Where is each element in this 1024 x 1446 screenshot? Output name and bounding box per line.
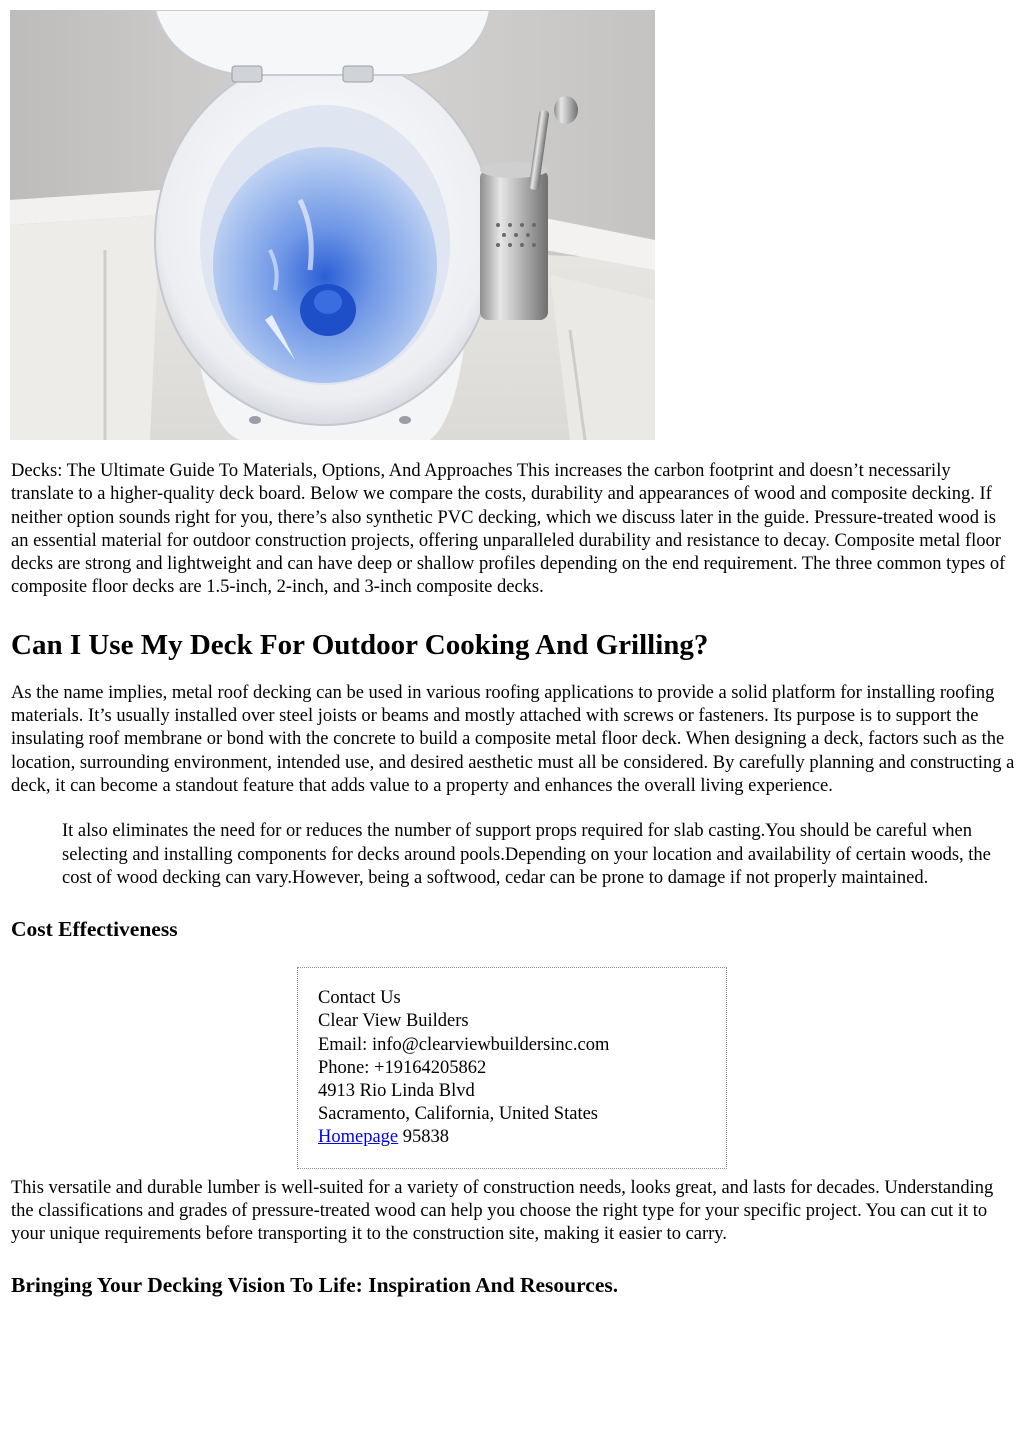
contact-email: Email: info@clearviewbuildersinc.com xyxy=(318,1034,610,1055)
roof-decking-paragraph: As the name implies, metal roof decking can be used in various roofing applications to provide a solid platform for installing roofing materials. It’s usually installed over steel joists or beams and mostly attached with screws or fasteners. Its purpose is to support the insulating roof membrane or bond with the concrete to build a composite metal floor deck. When designing a deck, factors such as the location, surrounding environment, intended use, and desired aesthetic must all be considered. By carefully planning and constructing a deck, it can become a standout feature that adds value to a property and enhances the overall living experience. xyxy=(11,682,1015,796)
heading-cost-effectiveness: Cost Effectiveness xyxy=(11,917,178,942)
lumber-paragraph: This versatile and durable lumber is well-suited for a variety of construction needs, looks great, and lasts for decades. Understanding the classifications and grades of pressure-treated wood can help you choose the right type for your specific project. You can cut it to your unique requirements before transporting it to the construction site, making it easier to carry. xyxy=(11,1177,994,1245)
article-content xyxy=(11,460,1015,1298)
contact-phone: Phone: +19164205862 xyxy=(318,1057,487,1078)
contact-city: Sacramento, California, United States xyxy=(318,1104,598,1125)
contact-box xyxy=(297,967,727,1168)
contact-street: 4913 Rio Linda Blvd xyxy=(318,1080,475,1101)
hero-image xyxy=(10,10,655,440)
blockquote: It also eliminates the need for or reduces the number of support props required for slab casting.You should be careful when selecting and installing components for decks around pools.Depending on your location and availability of certain woods, the cost of wood decking can vary.However, being a softwood, cedar can be prone to damage if not properly maintained. xyxy=(62,821,991,888)
contact-zip: 95838 xyxy=(398,1127,450,1148)
heading-decking-vision: Bringing Your Decking Vision To Life: Inspiration And Resources. xyxy=(11,1273,619,1298)
homepage-link[interactable]: Homepage xyxy=(318,1127,399,1148)
contact-homepage-line xyxy=(318,1126,706,1149)
contact-title: Contact Us xyxy=(318,988,401,1009)
contact-wrapper xyxy=(11,967,1015,1168)
contact-company: Clear View Builders xyxy=(318,1011,469,1032)
heading-cooking: Can I Use My Deck For Outdoor Cooking And Grilling? xyxy=(11,628,709,661)
intro-paragraph: Decks: The Ultimate Guide To Materials, Options, And Approaches This increases the carbon footprint and doesn’t necessarily translate to a higher-quality deck board. Below we compare the costs, durability and appearances of wood and composite decking. If neither option sounds right for you, there’s also synthetic PVC decking, which we discuss later in the guide. Pressure-treated wood is an essential material for outdoor construction projects, offering unparalleled durability and resistance to decay. Composite metal floor decks are strong and lightweight and can have deep or shallow profiles depending on the end requirement. The three common types of composite floor decks are 1.5-inch, 2-inch, and 3-inch composite decks. xyxy=(11,461,1006,598)
